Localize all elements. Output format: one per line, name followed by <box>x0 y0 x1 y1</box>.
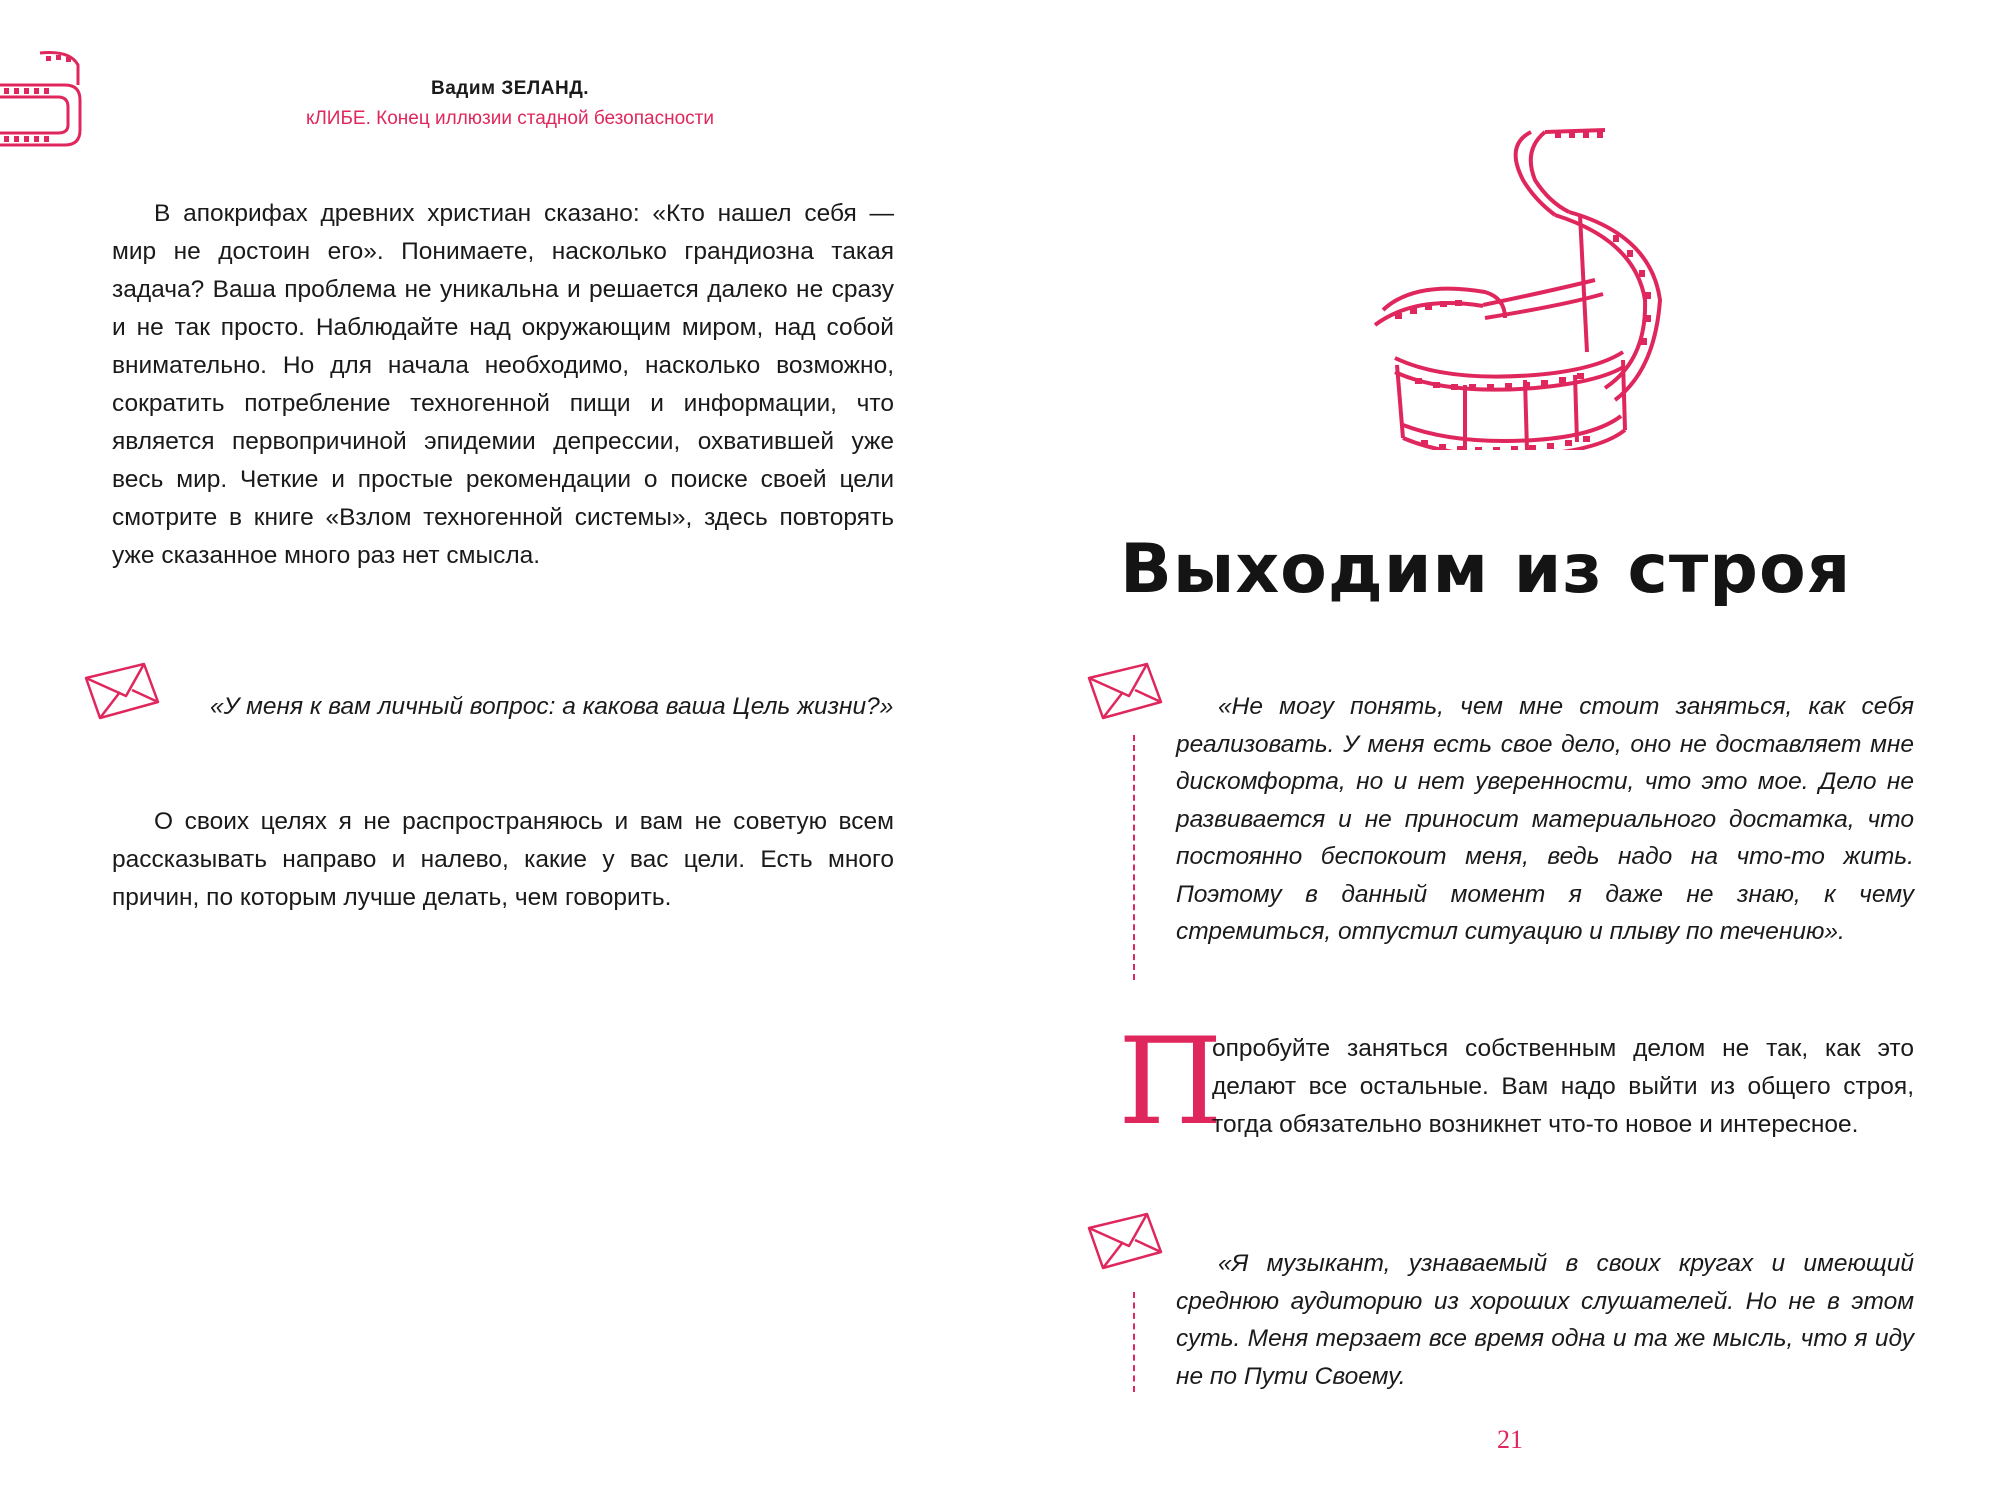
envelope-icon <box>1085 1210 1165 1272</box>
left-page <box>0 0 990 1505</box>
envelope-icon <box>1085 660 1165 722</box>
page-number: 21 <box>1497 1425 1523 1454</box>
reader-question: «У меня к вам личный вопрос: а какова ваша Цель жизни?» <box>210 693 894 720</box>
body-paragraph: О своих целях я не распространяюсь и вам не советую всем рассказывать направо и налево, какие у вас цели. Есть много причин, по которым лучше делать, чем говорить. <box>112 808 894 911</box>
reader-letter: «Я музыкант, узнаваемый в своих кругах и имеющий среднюю аудиторию из хороших слушателей. Но не в этом суть. Меня терзает все время одна и та же мысль, что я иду не по Пути Своему. <box>1176 1250 1914 1390</box>
body-paragraph: В апокрифах древних христиан сказано: «Кто нашел себя — мир не достоин его». Понимаете, насколько грандиозна такая задача? Ваша проблема не уникальна и решается далеко не сразу и не так просто. Наблюдайте над окружающим миром, над собой внимательно. Но для начала необходимо, насколько возможно, сократить потребление техногенной пищи и информации, что является первопричиной эпидемии депрессии, охватившей уже весь мир. Четкие и простые рекомендации о поиске своей цели смотрите в книге «Взлом техногенной системы», здесь повторять уже сказанное много раз нет смысла. <box>112 200 894 569</box>
header-book-title: кЛИБЕ. Конец иллюзии стадной безопасности <box>306 108 714 129</box>
film-strip-icon <box>1355 120 1675 450</box>
envelope-icon <box>82 660 162 722</box>
running-header <box>260 78 760 130</box>
chapter-title: Выходим из строя <box>1120 530 1852 609</box>
film-strip-icon <box>0 45 85 155</box>
quote-rule <box>1133 735 1135 980</box>
reader-letter: «Не могу понять, чем мне стоит заняться, как себя реализовать. У меня есть свое дело, оно не доставляет мне дискомфорта, но и нет уверенности, что это мое. Дело не развивается и не приносит материального достатка, что постоянно беспокоит меня, ведь надо на что-то жить. Поэтому в данный момент я даже не знаю, к чему стремиться, отпустил ситуацию и плыву по течению». <box>1176 693 1914 945</box>
drop-cap: П <box>1118 1013 1223 1152</box>
body-paragraph: опробуйте заняться собственным делом не так, как это делают все остальные. Вам надо выйти из общего строя, тогда обязательно возникнет что-то новое и интересное. <box>1212 1035 1914 1138</box>
header-author: Вадим ЗЕЛАНД. <box>430 78 590 99</box>
quote-rule <box>1133 1292 1135 1392</box>
